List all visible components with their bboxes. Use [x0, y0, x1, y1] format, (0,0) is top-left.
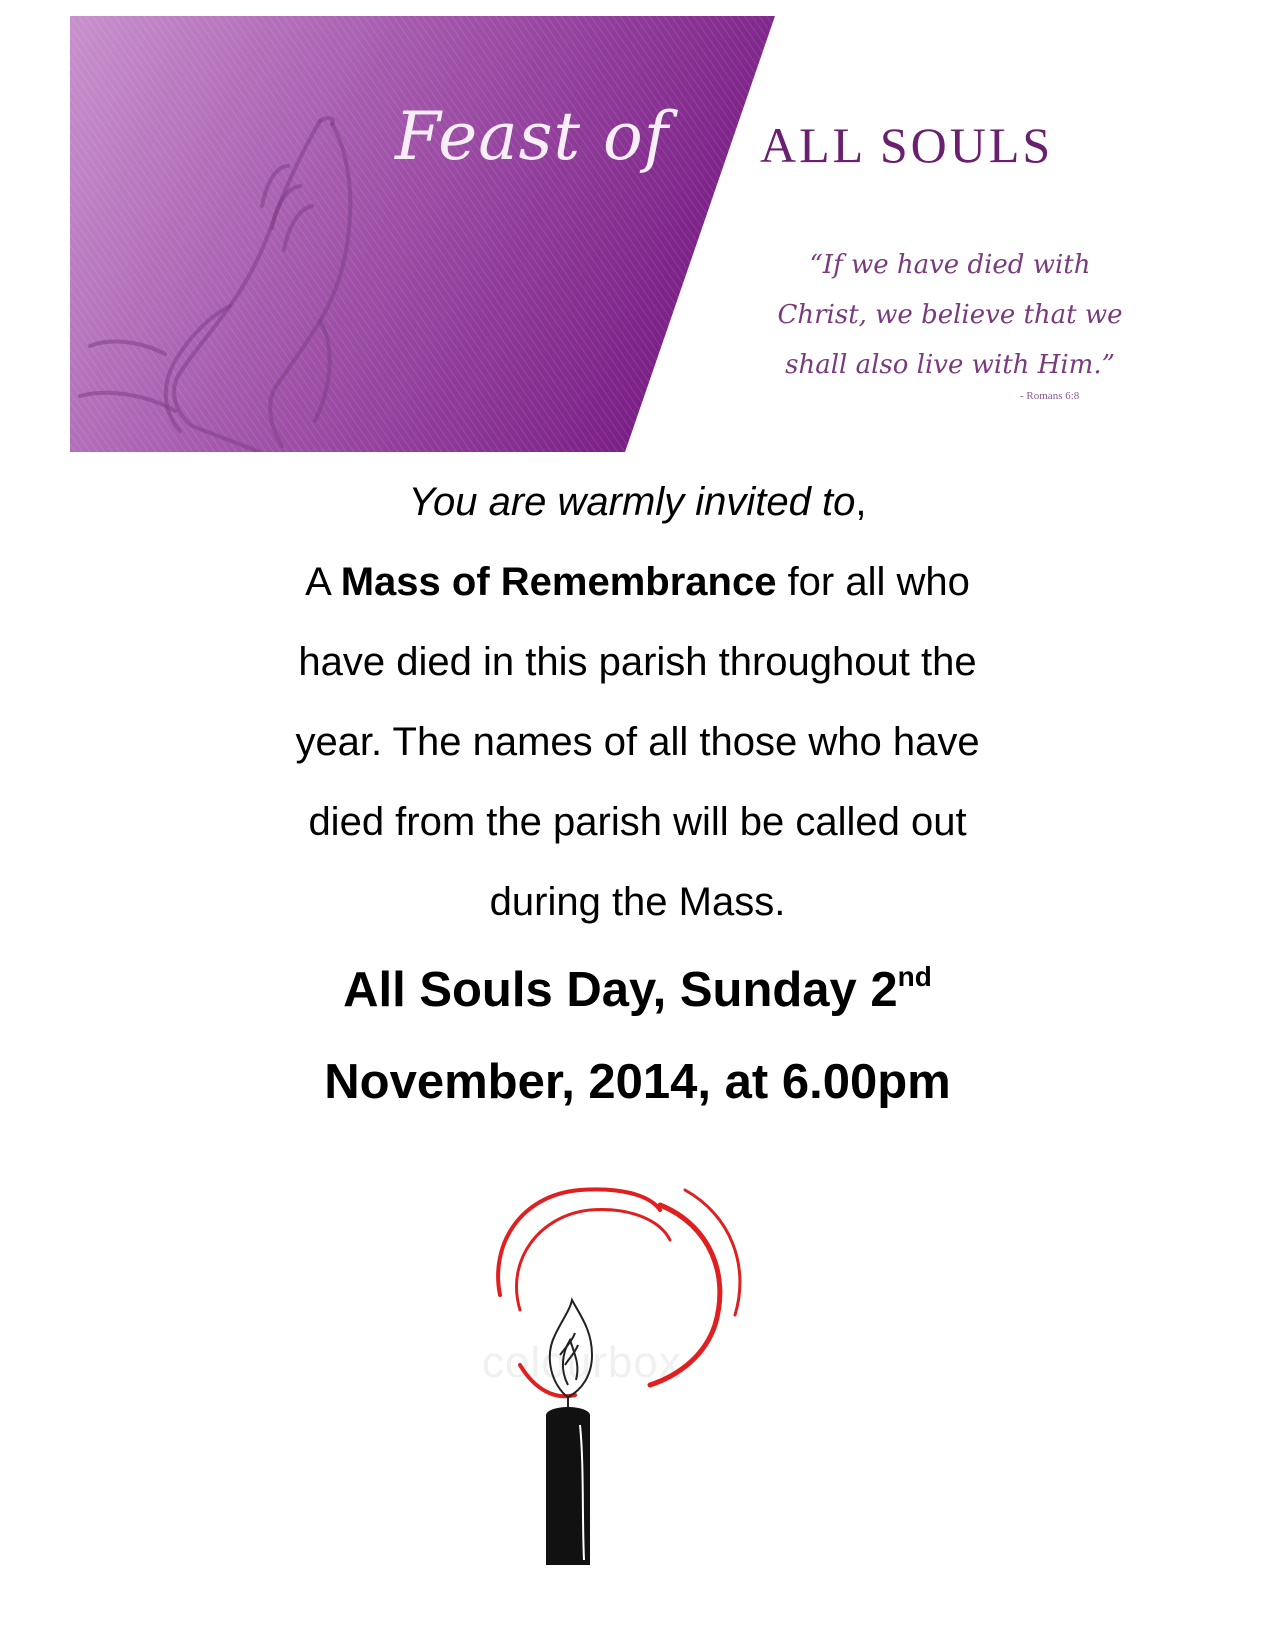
light-rays-icon	[498, 1189, 740, 1396]
quote-reference: - Romans 6:8	[1020, 390, 1080, 402]
invitation-line1-suffix: for all who	[776, 560, 970, 604]
banner-script-title: Feast of	[395, 98, 670, 175]
invitation-line1-prefix: A	[305, 560, 341, 604]
candle-with-flame-icon	[480, 1165, 800, 1585]
quote-line: “If we have died with	[809, 250, 1091, 280]
banner-title: ALL SOULS	[760, 117, 1054, 173]
event-day-ordinal: nd	[897, 961, 932, 992]
invitation-line: have died in this parish throughout the	[298, 640, 977, 684]
invitation-line: year. The names of all those who have	[295, 720, 980, 764]
scripture-quote	[750, 240, 1150, 390]
quote-line: Christ, we believe that we	[777, 300, 1123, 330]
invitation-intro-text: You are warmly invited to	[408, 480, 856, 524]
watermark-text: colourbox	[482, 1338, 682, 1387]
invitation-intro-comma: ,	[855, 480, 867, 524]
feast-banner	[70, 16, 1150, 452]
invitation-text	[0, 462, 1275, 942]
event-day-text: All Souls Day, Sunday 2	[343, 963, 898, 1017]
event-details	[0, 944, 1275, 1128]
invitation-line: during the Mass.	[489, 880, 786, 924]
invitation-line	[0, 542, 1275, 622]
invitation-line: died from the parish will be called out	[308, 800, 967, 844]
quote-line: shall also live with Him.”	[785, 350, 1115, 380]
candle-body	[546, 1407, 590, 1565]
invitation-intro	[0, 462, 1275, 542]
mass-of-remembrance: Mass of Remembrance	[340, 560, 777, 604]
event-date-time: November, 2014, at 6.00pm	[324, 1055, 951, 1109]
event-day	[0, 944, 1275, 1036]
